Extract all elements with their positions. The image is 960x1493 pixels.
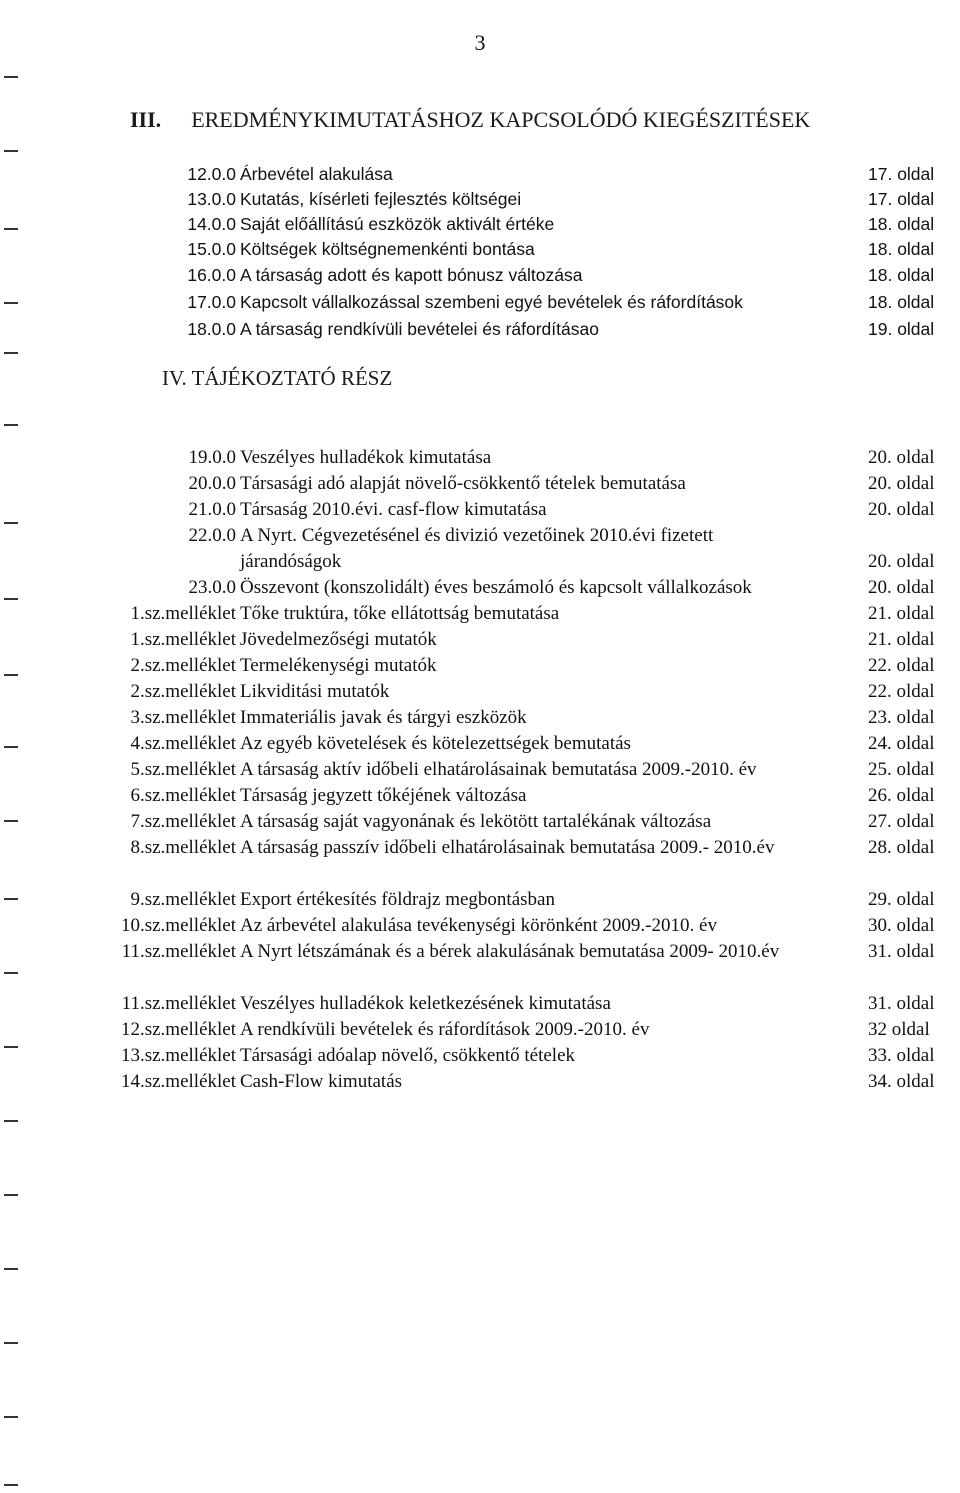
toc-description: Termelékenységi mutatók (240, 655, 437, 676)
toc-row (0, 835, 960, 887)
scan-mark (4, 1416, 18, 1418)
toc-page: 19. oldal (868, 319, 935, 339)
toc-description: A Nyrt. Cégvezetésénel és divizió vezetőinek 2010.évi fizetett járandóságok (240, 525, 714, 572)
toc-code: 1.sz.melléklet (130, 629, 236, 650)
toc-code: 2.sz.melléklet (130, 681, 236, 702)
toc-description: Költségek költségnemenkénti bontása (240, 239, 535, 259)
scan-mark (4, 76, 18, 78)
toc-description: Kapcsolt vállalkozással szembeni egyé bevételek és ráfordítások (240, 292, 743, 312)
toc-code: 20.0.0 (188, 473, 236, 494)
toc-code: 11.sz.melléklet (121, 993, 236, 1014)
toc-page: 26. oldal (868, 785, 935, 806)
toc-row (0, 211, 960, 237)
toc-code: 10.sz.melléklet (120, 915, 236, 936)
scan-mark (4, 898, 18, 900)
toc-page: 21. oldal (868, 603, 935, 624)
toc-code: 23.0.0 (188, 577, 236, 598)
toc-row (0, 471, 960, 497)
toc-code: 18.0.0 (187, 319, 236, 339)
scan-mark (4, 522, 18, 524)
toc-page: 20. oldal (868, 473, 935, 494)
toc-code: 14.sz.melléklet (120, 1071, 236, 1092)
toc-description: Veszélyes hulladékok keletkezésének kimutatása (240, 993, 611, 1014)
toc-code: 22.0.0 (188, 525, 236, 546)
scan-mark (4, 1120, 18, 1122)
toc-page: 34. oldal (868, 1071, 935, 1092)
toc-page: 25. oldal (868, 759, 935, 780)
toc-row (0, 913, 960, 939)
toc-code: 13.sz.melléklet (120, 1045, 236, 1066)
scan-mark (4, 228, 18, 230)
toc-description: Az egyéb követelések és kötelezettségek bemutatás (240, 733, 631, 754)
toc-description: A rendkívüli bevételek és ráfordítások 2009.-2010. év (240, 1019, 650, 1040)
toc-page: 20. oldal (868, 577, 935, 598)
toc-description: Társasági adóalap növelő, csökkentő tételek (240, 1045, 576, 1066)
toc-description: Likviditási mutatók (240, 681, 390, 702)
toc-row (0, 316, 960, 342)
scan-mark (4, 674, 18, 676)
toc-code: 12.sz.melléklet (120, 1019, 236, 1040)
toc-code: 19.0.0 (188, 447, 236, 468)
toc-page: 18. oldal (868, 292, 935, 312)
toc-page: 21. oldal (868, 629, 935, 650)
toc-code: 13.0.0 (187, 189, 236, 209)
toc-code: 15.0.0 (187, 239, 236, 259)
scan-mark (4, 1046, 18, 1048)
toc-row (0, 939, 960, 991)
toc-row (0, 1017, 960, 1043)
toc-page: 23. oldal (868, 707, 935, 728)
toc-description: Saját előállítású eszközök aktivált értéke (240, 214, 555, 234)
toc-page: 30. oldal (868, 915, 935, 936)
toc-description: Tőke truktúra, tőke ellátottság bemutatása (240, 603, 560, 624)
toc-description: A társaság rendkívüli bevételei és ráfordításao (240, 319, 599, 339)
toc-page: 18. oldal (868, 265, 935, 285)
toc-page: 31. oldal (868, 941, 935, 962)
scan-mark (4, 1268, 18, 1270)
toc-page: 17. oldal (868, 189, 935, 209)
toc-page: 20. oldal (868, 499, 935, 520)
toc-description: A társaság adott és kapott bónusz változása (240, 265, 583, 285)
toc-row (0, 991, 960, 1017)
toc-code: 7.sz.melléklet (130, 811, 236, 832)
toc-code: 4.sz.melléklet (130, 733, 236, 754)
toc-page: 22. oldal (868, 681, 935, 702)
toc-description: A Nyrt létszámának és a bérek alakulásának bemutatása 2009- 2010.év (240, 941, 780, 962)
toc-description: Összevont (konszolidált) éves beszámoló és kapcsolt vállalkozások (240, 577, 752, 598)
scan-mark (4, 1342, 18, 1344)
scan-mark (4, 424, 18, 426)
toc-description: Jövedelmezőségi mutatók (240, 629, 437, 650)
toc-code: 12.0.0 (187, 164, 236, 184)
toc-page: 22. oldal (868, 655, 935, 676)
toc-description: Társaság jegyzett tőkéjének változása (240, 785, 527, 806)
scan-mark (4, 302, 18, 304)
toc-description: Immateriális javak és tárgyi eszközök (240, 707, 527, 728)
scan-mark (4, 150, 18, 152)
toc-code: 2.sz.melléklet (130, 655, 236, 676)
toc-row (0, 705, 960, 731)
toc-code: 5.sz.melléklet (130, 759, 236, 780)
section-3-title: EREDMÉNYKIMUTATÁSHOZ KAPCSOLÓDÓ KIEGÉSZITÉSEK (191, 107, 811, 132)
toc-row (0, 783, 960, 809)
toc-row (0, 497, 960, 523)
toc-row (0, 575, 960, 601)
scan-mark (4, 1484, 18, 1486)
toc-row (0, 186, 960, 212)
section-3-heading (130, 107, 810, 133)
scan-mark (4, 746, 18, 748)
toc-row (0, 757, 960, 783)
page-number: 3 (474, 30, 486, 55)
toc-row (0, 679, 960, 705)
toc-code: 14.0.0 (187, 214, 236, 234)
toc-page: 20. oldal (868, 447, 935, 468)
section-3-number: III. (130, 107, 162, 132)
scan-mark (4, 1194, 18, 1196)
toc-row (0, 289, 960, 315)
toc-code: 6.sz.melléklet (130, 785, 236, 806)
toc-row (0, 1069, 960, 1095)
toc-description: Társaság 2010.évi. casf-flow kimutatása (240, 499, 547, 520)
toc-row (0, 731, 960, 757)
toc-row (0, 809, 960, 835)
toc-description: Az árbevétel alakulása tevékenységi körönként 2009.-2010. év (240, 915, 717, 936)
toc-row (0, 445, 960, 471)
toc-row (0, 1043, 960, 1069)
toc-description: Veszélyes hulladékok kimutatása (240, 447, 492, 468)
scan-mark (4, 820, 18, 822)
toc-row (0, 601, 960, 627)
toc-row (0, 262, 960, 288)
toc-page: 20. oldal (868, 551, 935, 572)
scan-mark (4, 352, 18, 354)
toc-description: Export értékesítés földrajz megbontásban (240, 889, 555, 910)
toc-page: 31. oldal (868, 993, 935, 1014)
toc-row (0, 653, 960, 679)
toc-code: 16.0.0 (187, 265, 236, 285)
toc-code: 8.sz.melléklet (130, 837, 236, 858)
toc-description: Árbevétel alakulása (240, 164, 393, 184)
toc-row (0, 627, 960, 653)
toc-row (0, 523, 960, 575)
toc-code: 9.sz.melléklet (130, 889, 236, 910)
toc-description: A társaság aktív időbeli elhatárolásainak bemutatása 2009.-2010. év (240, 759, 757, 780)
toc-code: 1.sz.melléklet (130, 603, 236, 624)
scan-mark (4, 598, 18, 600)
toc-description: Társasági adó alapját növelő-csökkentő tételek bemutatása (240, 473, 686, 494)
toc-code: 3.sz.melléklet (130, 707, 236, 728)
toc-page: 18. oldal (868, 239, 935, 259)
toc-description: Kutatás, kísérleti fejlesztés költségei (240, 189, 522, 209)
scan-mark (4, 972, 18, 974)
toc-page: 24. oldal (868, 733, 935, 754)
toc-page: 17. oldal (868, 164, 935, 184)
section-4-heading: IV. TÁJÉKOZTATÓ RÉSZ (162, 366, 393, 390)
toc-row (0, 161, 960, 187)
toc-page: 32 oldal (868, 1019, 930, 1040)
toc-code: 21.0.0 (188, 499, 236, 520)
toc-code: 11.sz.melléklet (121, 941, 236, 962)
toc-row (0, 236, 960, 262)
toc-description: A társaság passzív időbeli elhatárolásainak bemutatása 2009.- 2010.év (240, 837, 775, 858)
toc-page: 33. oldal (868, 1045, 935, 1066)
toc-row (0, 887, 960, 913)
toc-page: 28. oldal (868, 837, 935, 858)
toc-description: A társaság saját vagyonának és lekötött tartalékának változása (240, 811, 712, 832)
toc-code: 17.0.0 (187, 292, 236, 312)
toc-description: Cash-Flow kimutatás (240, 1071, 403, 1092)
toc-page: 27. oldal (868, 811, 935, 832)
toc-page: 18. oldal (868, 214, 935, 234)
toc-page: 29. oldal (868, 889, 935, 910)
